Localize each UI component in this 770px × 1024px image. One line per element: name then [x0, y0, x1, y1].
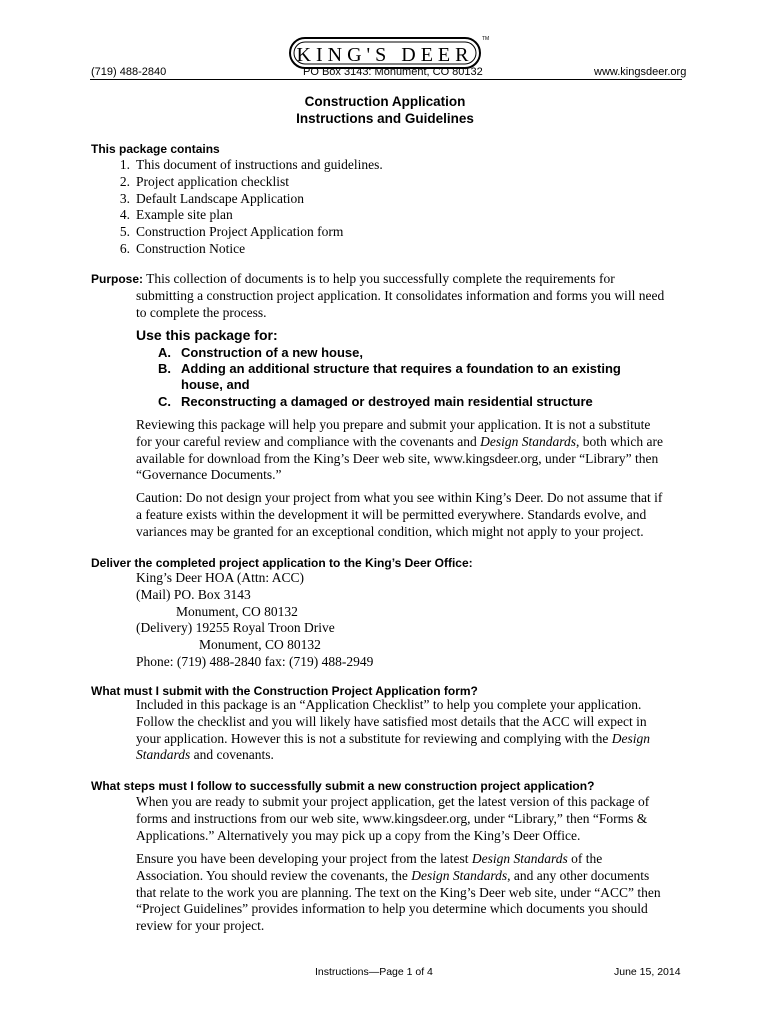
purpose-label: Purpose:: [91, 272, 144, 286]
deliver-address: King’s Deer HOA (Attn: ACC) (Mail) PO. Box 3143 Monument, CO 80132 (Delivery) 19255 Royal Troon Drive Monument, CO 80132 Phone: (719) 488-2840 fax: (719) 488-2949: [136, 570, 374, 669]
contents-list: [108, 157, 383, 258]
header-divider: [90, 79, 682, 80]
list-item: 1. This document of instructions and guidelines.: [119, 157, 383, 172]
list-item: 3. Default Landscape Application: [119, 190, 304, 206]
footer-page-number: Instructions—Page 1 of 4: [315, 966, 433, 978]
steps-paragraph-1: When you are ready to submit your project application, get the latest version of this package of forms and instructions from our web site, www.kingsdeer.org, under “Library,” then “Forms & Applications.” Alternatively you may pick up a copy from the King’s Deer Office.: [136, 794, 650, 843]
page-title-line2: Instructions and Guidelines: [296, 111, 474, 126]
contents-heading: This package contains: [91, 142, 220, 156]
review-paragraph: Reviewing this package will help you prepare and submit your application. It is not a substitute for your careful review and compliance with the covenants and Design Standards, both which are available for download from the King’s Deer web site, www.kingsdeer.org, under “Library” then “Governance Documents.”: [136, 417, 663, 483]
page-title-line1: Construction Application: [304, 94, 466, 109]
purpose-paragraph: Purpose: This collection of documents is to help you successfully complete the requirements for submitting a construction project application. It consolidates information and forms you will need to complete the process.: [91, 271, 665, 320]
steps-paragraph-2: Ensure you have been developing your project from the latest Design Standards of the Association. You should review the covenants, the Design Standards, and any other documents that relate to the work you are planning. The text on the King’s Deer web site, under “ACC” then “Project Guidelines” provides information to help you determine which documents you should review for your project.: [136, 851, 661, 934]
list-item: 4. Example site plan: [119, 207, 233, 223]
svg-text:TM: TM: [482, 36, 490, 42]
header-website: www.kingsdeer.org: [594, 66, 687, 78]
list-item: 2. Project application checklist: [119, 173, 289, 189]
submit-heading: What must I submit with the Construction Project Application form?: [91, 684, 478, 698]
use-item-b-cont: house, and: [181, 377, 250, 392]
header-address: PO Box 3143: Monument, CO 80132: [303, 66, 483, 78]
use-heading: Use this package for:: [136, 327, 278, 343]
logo-text: KING'S DEER: [296, 44, 474, 66]
header-phone: (719) 488-2840: [91, 66, 167, 78]
caution-paragraph: Caution: Do not design your project from what you see within King’s Deer. Do not assume that if a feature exists within the development it will be permitted everywhere. Standards evolve, and variances may be granted for an exceptional condition, which might not apply to your project.: [136, 490, 663, 539]
list-item: 5. Construction Project Application form: [119, 224, 344, 240]
steps-heading: What steps must I follow to successfully submit a new construction project application?: [91, 779, 595, 793]
list-item: 6. Construction Notice: [119, 240, 246, 256]
deliver-heading: Deliver the completed project application to the King’s Deer Office:: [91, 556, 473, 570]
use-item-c: C. Reconstructing a damaged or destroyed main residential structure: [158, 394, 593, 409]
use-item-a: A. Construction of a new house,: [158, 345, 364, 360]
submit-paragraph: Included in this package is an “Application Checklist” to help you complete your application. Follow the checklist and you will likely have satisfied most details that the ACC will expect in your application. However this is not a substitute for reviewing and complying with the Design Standards and covenants.: [136, 697, 651, 763]
footer-date: June 15, 2014: [614, 966, 681, 978]
use-item-b: B. Adding an additional structure that requires a foundation to an existing: [158, 361, 621, 376]
